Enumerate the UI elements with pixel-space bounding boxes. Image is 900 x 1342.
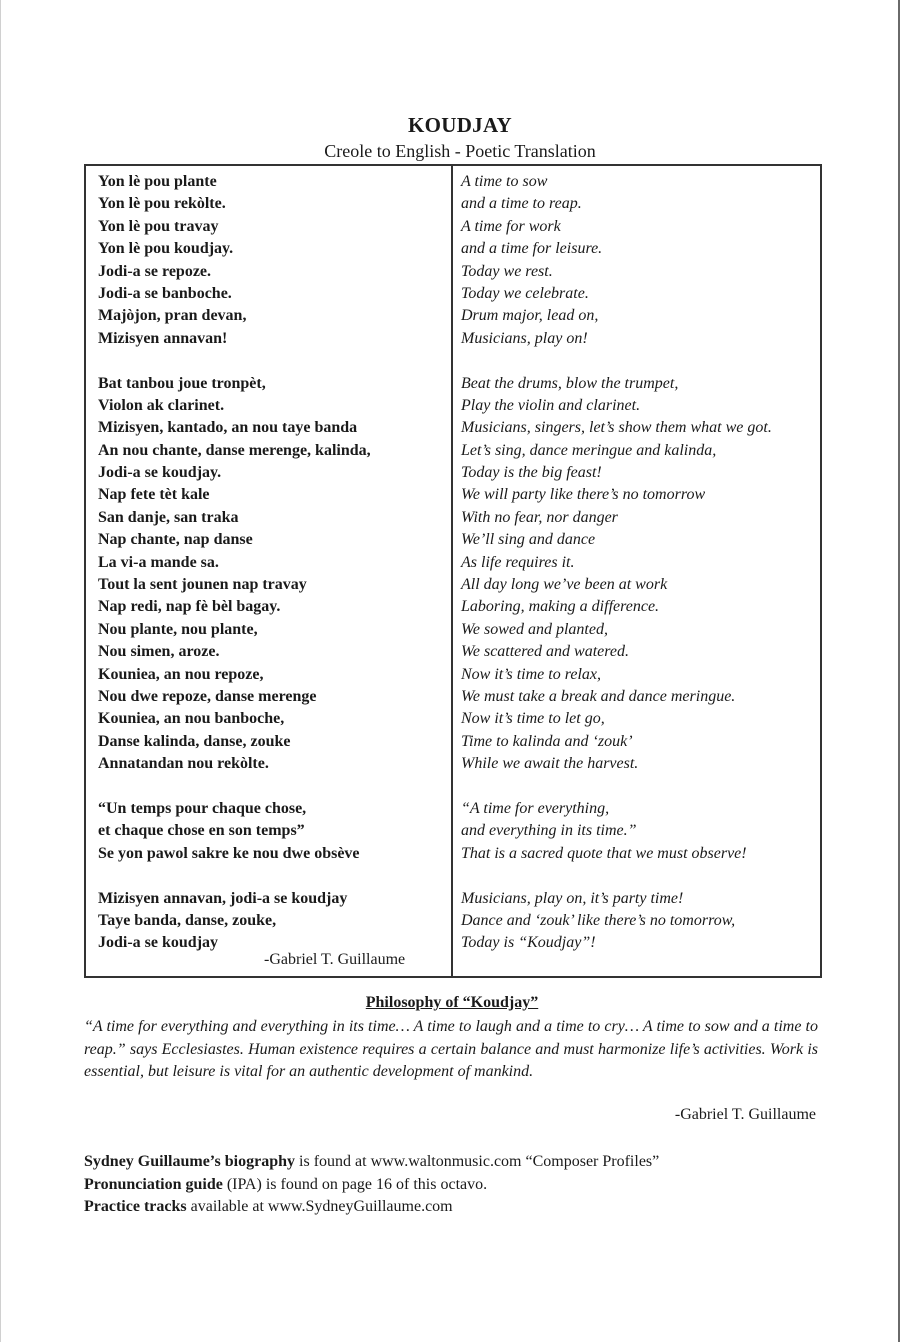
creole-line: Kouniea, an nou repoze, xyxy=(98,665,264,683)
creole-line: Nou plante, nou plante, xyxy=(98,620,258,638)
english-line: A time for work xyxy=(461,217,561,235)
poem-table xyxy=(84,164,822,978)
philosophy-signature: -Gabriel T. Guillaume xyxy=(674,1106,816,1123)
english-line: Time to kalinda and ‘zouk’ xyxy=(461,732,633,750)
philosophy-heading: Philosophy of “Koudjay” xyxy=(365,994,539,1011)
english-line: We’ll sing and dance xyxy=(461,531,596,549)
poem-column-divider xyxy=(451,166,453,976)
note-practice-tracks-text: available at www.SydneyGuillaume.com xyxy=(186,1198,453,1215)
note-pronunciation xyxy=(84,1174,844,1197)
english-line: We scattered and watered. xyxy=(461,643,629,661)
page-edge-left xyxy=(0,0,1,1342)
english-line: A time to sow xyxy=(461,173,548,190)
creole-line: Taye banda, danse, zouke, xyxy=(98,911,277,929)
english-line: As life requires it. xyxy=(461,553,575,571)
english-line: Drum major, lead on, xyxy=(461,307,599,325)
english-column xyxy=(461,171,819,955)
stanza-gap xyxy=(98,865,443,887)
creole-line: La vi-a mande sa. xyxy=(98,553,219,571)
creole-line: Nap fete tèt kale xyxy=(98,486,210,504)
english-line: Now it’s time to let go, xyxy=(461,710,605,728)
english-line: That is a sacred quote that we must observe! xyxy=(461,844,747,862)
note-pronunciation-label: Pronunciation guide xyxy=(84,1175,223,1193)
creole-line: Nap redi, nap fè bèl bagay. xyxy=(98,598,281,616)
creole-line: Jodi-a se repoze. xyxy=(98,262,212,280)
english-line: Laboring, making a difference. xyxy=(461,598,660,616)
english-line: and everything in its time.” xyxy=(461,822,637,840)
creole-line: San danje, san traka xyxy=(98,508,239,526)
english-line: Today we celebrate. xyxy=(461,284,589,302)
creole-line: Jodi-a se koudjay. xyxy=(98,464,222,482)
creole-line: Danse kalinda, danse, zouke xyxy=(98,732,291,750)
english-line: Today we rest. xyxy=(461,262,553,280)
english-line: “A time for everything, xyxy=(461,799,610,817)
note-biography-label: Sydney Guillaume’s biography xyxy=(84,1153,296,1170)
english-line: Play the violin and clarinet. xyxy=(461,396,641,414)
english-line: and a time to reap. xyxy=(461,195,582,213)
creole-line: Se yon pawol sakre ke nou dwe obsève xyxy=(98,844,360,862)
philosophy-text: “A time for everything and everything in its time… A time to laugh and a time to cry… A time to sow and a time to reap.” says Ecclesiastes. Human existence requires a certain balance and must harmonize life’s activities. Work is essential, but leisure is vital for an authentic development of mankind. xyxy=(84,1018,818,1080)
poem-signature: -Gabriel T. Guillaume xyxy=(264,951,406,968)
creole-line: Nou simen, aroze. xyxy=(98,643,220,661)
english-line: Today is the big feast! xyxy=(461,464,602,482)
english-line: All day long we’ve been at work xyxy=(461,576,668,594)
creole-line: Annatandan nou rekòlte. xyxy=(98,755,269,773)
creole-line: Majòjon, pran devan, xyxy=(98,307,247,325)
stanza-gap xyxy=(98,350,443,372)
creole-column xyxy=(98,171,443,955)
stanza-gap xyxy=(461,865,819,887)
creole-line: Violon ak clarinet. xyxy=(98,396,225,414)
creole-line: Yon lè pou plante xyxy=(98,173,217,190)
page-subtitle: Creole to English - Poetic Translation xyxy=(324,141,596,161)
note-biography xyxy=(84,1151,844,1174)
note-practice-tracks xyxy=(84,1196,844,1219)
creole-line: et chaque chose en son temps” xyxy=(98,822,305,840)
notes-section xyxy=(84,1151,844,1219)
english-line: and a time for leisure. xyxy=(461,240,603,258)
creole-line: Kouniea, an nou banboche, xyxy=(98,710,285,728)
creole-line: Nou dwe repoze, danse merenge xyxy=(98,687,317,705)
english-line: Let’s sing, dance meringue and kalinda, xyxy=(461,441,717,459)
english-line: Musicians, singers, let’s show them what we got. xyxy=(461,419,772,437)
creole-line: Bat tanbou joue tronpèt, xyxy=(98,374,266,392)
english-line: Beat the drums, blow the trumpet, xyxy=(461,374,679,392)
creole-line: Mizisyen, kantado, an nou taye banda xyxy=(98,419,358,437)
english-line: Musicians, play on, it’s party time! xyxy=(461,889,684,907)
creole-line: Yon lè pou koudjay. xyxy=(98,240,234,258)
note-pronunciation-text: (IPA) is found on page 16 of this octavo. xyxy=(222,1175,488,1193)
stanza-gap xyxy=(461,776,819,798)
stanza-gap xyxy=(461,350,819,372)
creole-line: Nap chante, nap danse xyxy=(98,531,253,549)
creole-line: Yon lè pou rekòlte. xyxy=(98,195,226,213)
stanza-gap xyxy=(98,776,443,798)
english-line: Today is “Koudjay”! xyxy=(461,934,596,952)
creole-line: Tout la sent jounen nap travay xyxy=(98,576,307,594)
creole-line: Jodi-a se banboche. xyxy=(98,284,232,302)
creole-line: Jodi-a se koudjay xyxy=(98,934,219,952)
creole-line: “Un temps pour chaque chose, xyxy=(98,799,307,817)
english-line: We will party like there’s no tomorrow xyxy=(461,486,706,504)
english-line: Now it’s time to relax, xyxy=(461,665,601,683)
english-line: We sowed and planted, xyxy=(461,620,608,638)
english-line: Musicians, play on! xyxy=(461,329,588,347)
page-title: KOUDJAY xyxy=(407,113,512,137)
note-biography-text: is found at www.waltonmusic.com “Composer Profiles” xyxy=(295,1153,660,1170)
english-line: We must take a break and dance meringue. xyxy=(461,687,736,705)
note-practice-tracks-label: Practice tracks xyxy=(84,1198,187,1215)
creole-line: An nou chante, danse merenge, kalinda, xyxy=(98,441,371,459)
creole-line: Mizisyen annavan, jodi-a se koudjay xyxy=(98,889,348,907)
english-line: While we await the harvest. xyxy=(461,755,639,773)
english-line: With no fear, nor danger xyxy=(461,508,618,526)
creole-line: Mizisyen annavan! xyxy=(98,329,228,347)
english-line: Dance and ‘zouk’ like there’s no tomorrow, xyxy=(461,911,736,929)
creole-line: Yon lè pou travay xyxy=(98,217,219,235)
